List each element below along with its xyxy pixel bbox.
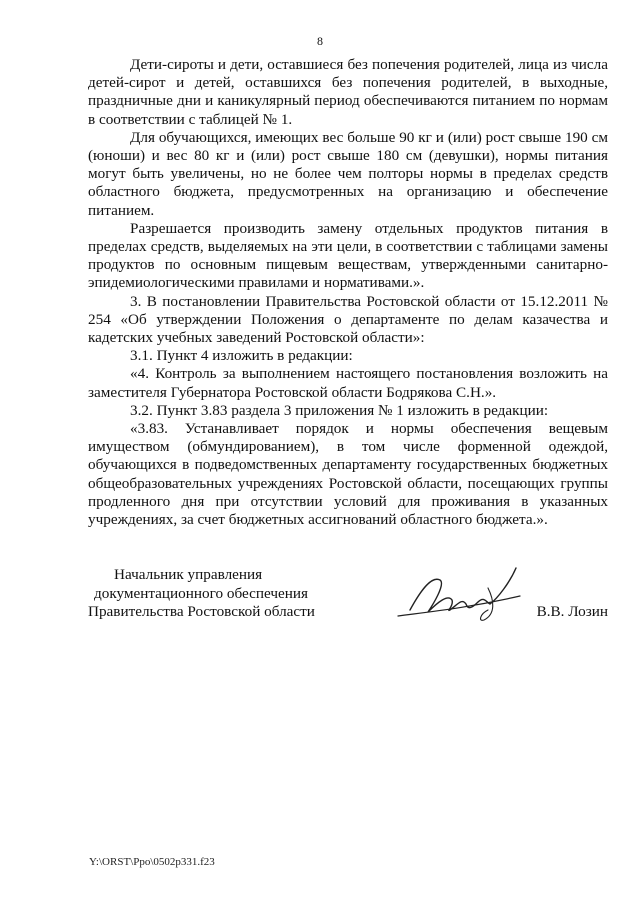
page-number: 8 [317, 34, 323, 48]
signatory-title [88, 566, 348, 622]
paragraph-item-3-2: 3.2. Пункт 3.83 раздела 3 приложения № 1 изложить в редакции: [130, 401, 549, 419]
signatory-title-line: документационного обеспечения [94, 584, 308, 602]
signatory-name: В.В. Лозин [536, 603, 608, 620]
signature-block [88, 566, 608, 636]
document-body [88, 56, 608, 529]
paragraph-item-3-1: 3.1. Пункт 4 изложить в редакции: [130, 347, 353, 365]
paragraph-item-4-text: «4. Контроль за выполнением настоящего постановления возложить на заместителя Губернатора Ростовской области Бодрякова С.Н.». [88, 365, 608, 401]
paragraph-increased-norms: Для обучающихся, имеющих вес больше 90 кг и (или) рост свыше 190 см (юноши) и вес 80 кг и (или) рост свыше 180 см (девушки), нормы питания могут быть увеличены, но не более чем полторы нормы в пределах средств областного бюджета, предусмотренных на организацию и обеспечение питанием. [88, 128, 608, 219]
signatory-title-line: Правительства Ростовской области [88, 603, 315, 620]
handwritten-signature [388, 558, 538, 628]
paragraph-orphans-nutrition: Дети-сироты и дети, оставшиеся без попечения родителей, лица из числа детей-сирот и детей, оставшихся без попечения родителей, в выходные, праздничные дни и каникулярный период обеспечиваются питанием по нормам в соответствии с таблицей № 1. [88, 56, 608, 128]
paragraph-item-3-83-text: «3.83. Устанавливает порядок и нормы обеспечения вещевым имуществом (обмундированием), в том числе форменной одеждой, обучающихся в подведомственных департаменту государственных бюджетных общеобразовательных учреждениях Ростовской области, посещающих группы продленного дня при отсутствии условий для проживания в указанных учреждениях, за счет бюджетных ассигнований областного бюджета.». [88, 420, 608, 529]
paragraph-item-3: 3. В постановлении Правительства Ростовской области от 15.12.2011 № 254 «Об утверждении Положения о департаменте по делам казачества и кадетских учебных заведений Ростовской области»: [88, 292, 608, 347]
paragraph-product-replacement: Разрешается производить замену отдельных продуктов питания в пределах средств, выделяемых на эти цели, в соответствии с таблицами замены продуктов по основным пищевым веществам, утвержденными санитарно-эпидемиологическими правилами и нормативами.». [88, 219, 608, 292]
signatory-title-line: Начальник управления [114, 566, 263, 583]
footer-file-path: Y:\ORST\Ppo\0502p331.f23 [89, 856, 215, 868]
